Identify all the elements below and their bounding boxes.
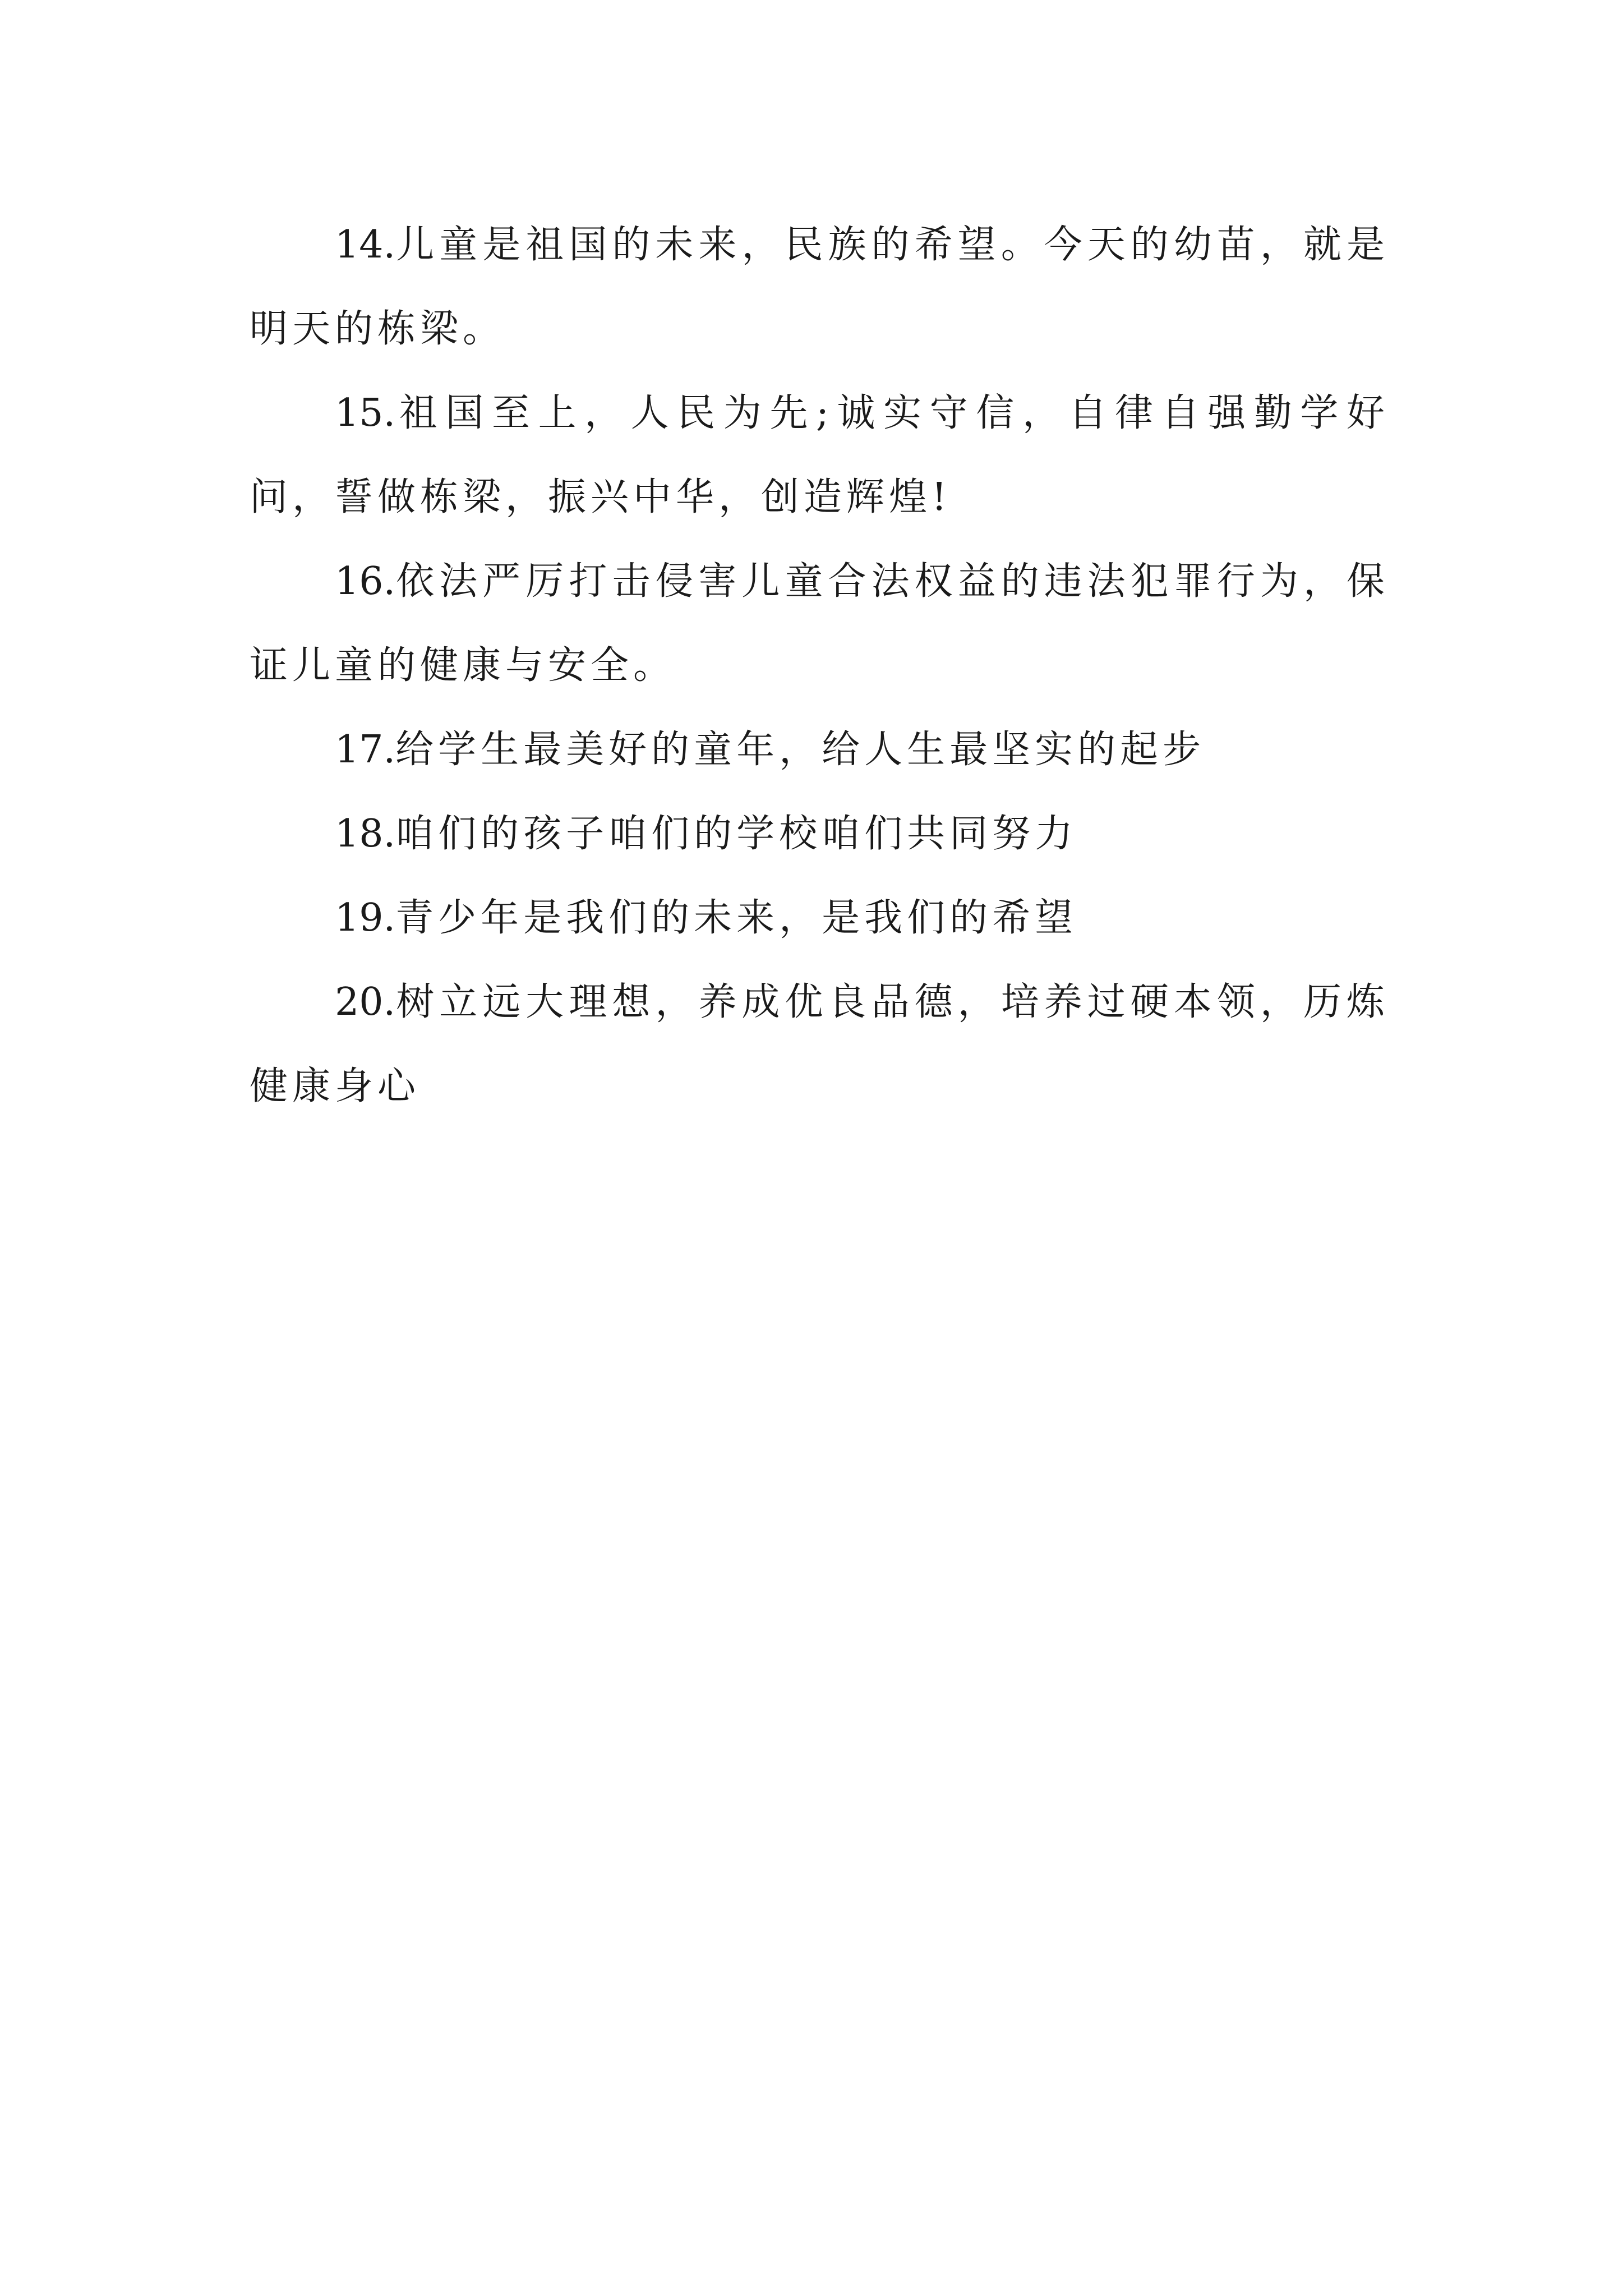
list-item-16 xyxy=(250,540,1389,708)
item-text: 祖国至上，人民为先;诚实守信，自律自强勤学好问，誓做栋梁，振兴中华，创造辉煌! xyxy=(250,391,1389,519)
list-item-17 xyxy=(250,708,1389,792)
item-number: 16. xyxy=(335,559,396,604)
item-number: 14. xyxy=(335,223,396,267)
item-number: 17. xyxy=(335,728,396,772)
list-item-18 xyxy=(250,792,1389,876)
list-item-19 xyxy=(250,876,1389,960)
item-text: 依法严厉打击侵害儿童合法权益的违法犯罪行为，保证儿童的健康与安全。 xyxy=(250,559,1389,688)
item-text: 树立远大理想，养成优良品德，培养过硬本领，历炼健康身心 xyxy=(250,980,1389,1108)
list-item-15 xyxy=(250,371,1389,540)
list-item-20 xyxy=(250,960,1389,1129)
document-body xyxy=(250,203,1389,1129)
item-text: 青少年是我们的未来，是我们的希望 xyxy=(395,896,1078,940)
item-text: 儿童是祖国的未来，民族的希望。今天的幼苗，就是明天的栋梁。 xyxy=(250,223,1389,351)
item-number: 20. xyxy=(335,980,396,1024)
item-text: 给学生最美好的童年，给人生最坚实的起步 xyxy=(395,728,1206,772)
item-number: 15. xyxy=(335,391,396,435)
list-item-14 xyxy=(250,203,1389,371)
item-number: 18. xyxy=(335,812,396,856)
item-number: 19. xyxy=(335,896,396,940)
item-text: 咱们的孩子咱们的学校咱们共同努力 xyxy=(395,812,1078,856)
